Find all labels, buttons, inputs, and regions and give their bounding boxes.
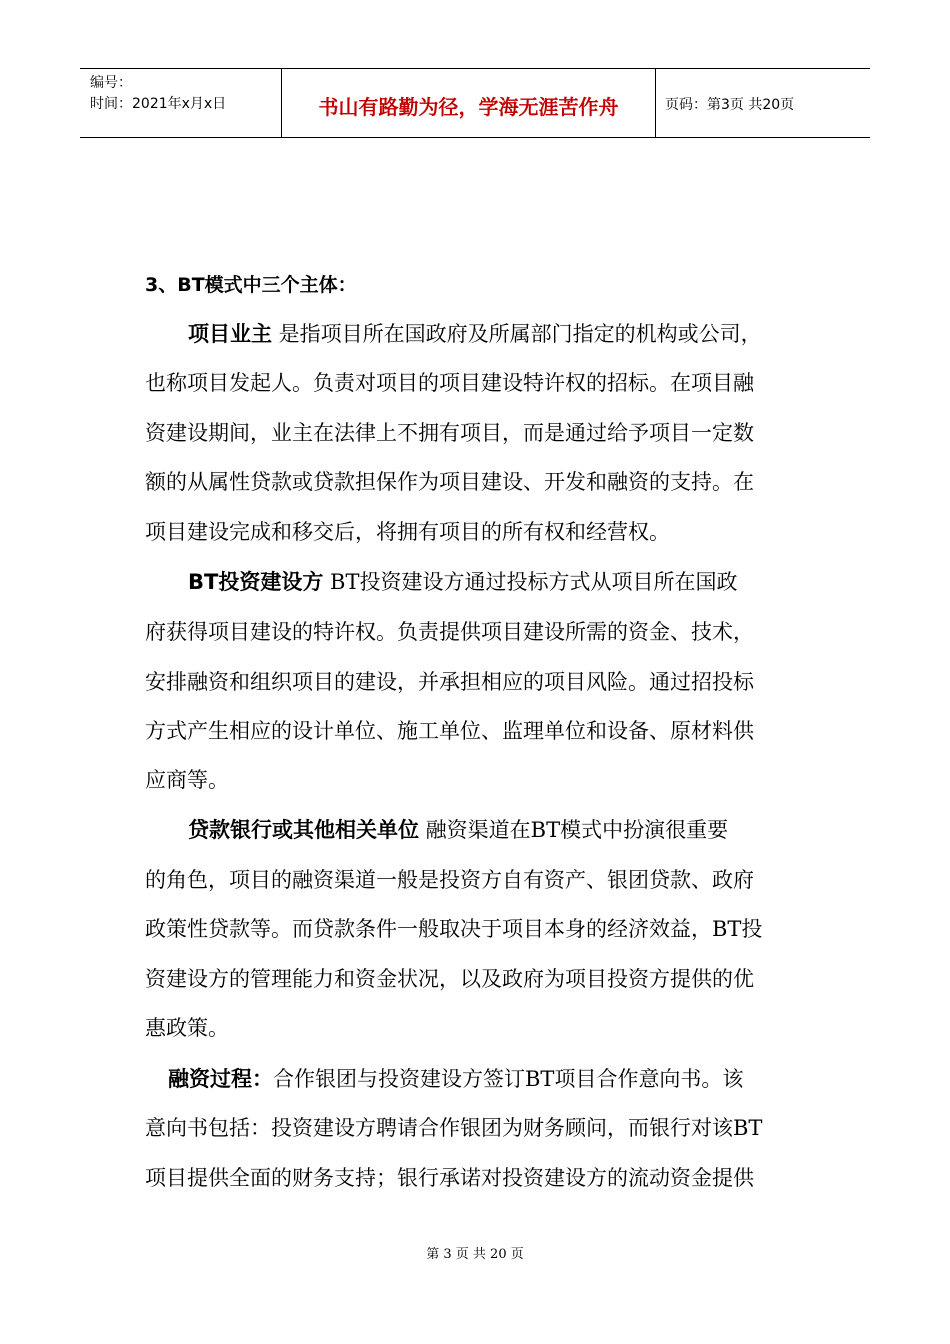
paragraph-text: 合作银团与投资建设方签订BT项目合作意向书。该 [273,1067,744,1091]
page-footer: 第 3 页 共 20 页 [426,1247,524,1262]
paragraph-line [188,567,737,597]
header-left-cell [80,69,280,137]
page-header [80,68,870,138]
paragraph-line: 项目建设完成和移交后，将拥有项目的所有权和经营权。 [145,520,670,544]
paragraph-text: 是指项目所在国政府及所属部门指定的机构或公司， [272,322,762,346]
paragraph-term: BT投资建设方 [188,570,324,594]
paragraph-line: 意向书包括：投资建设方聘请合作银团为财务顾问，而银行对该BT [145,1116,763,1140]
paragraph-line: 也称项目发起人。负责对项目的项目建设特许权的招标。在项目融 [145,371,754,395]
header-motto-cell [281,69,656,137]
header-motto: 书山有路勤为径，学海无涯苦作舟 [318,95,619,119]
section-heading: 3、BT模式中三个主体： [145,274,357,296]
paragraph-term: 项目业主 [188,322,272,346]
paragraph-line [188,815,728,845]
paragraph-line: 的角色，项目的融资渠道一般是投资方自有资产、银团贷款、政府 [145,868,754,892]
paragraph-line: 项目提供全面的财务支持；银行承诺对投资建设方的流动资金提供 [145,1166,754,1190]
paragraph-line: 安排融资和组织项目的建设，并承担相应的项目风险。通过招投标 [145,670,754,694]
paragraph-line: 政策性贷款等。而贷款条件一般取决于项目本身的经济效益，BT投 [145,917,763,941]
header-right-cell [655,69,870,137]
document-time-label: 时间：2021年x月x日 [90,96,227,112]
paragraph-line: 惠政策。 [145,1016,229,1040]
paragraph-text: BT投资建设方通过投标方式从项目所在国政 [323,570,738,594]
header-page-label: 页码：第3页 共20页 [665,97,795,113]
paragraph-text: 融资渠道在BT模式中扮演很重要 [419,818,729,842]
paragraph-line [168,1064,743,1094]
paragraph-line [188,319,762,349]
paragraph-line: 应商等。 [145,768,229,792]
document-number-label: 编号： [90,75,132,91]
paragraph-line: 资建设方的管理能力和资金状况，以及政府为项目投资方提供的优 [145,967,754,991]
paragraph-term: 贷款银行或其他相关单位 [188,818,419,842]
paragraph-line: 府获得项目建设的特许权。负责提供项目建设所需的资金、技术， [145,620,754,644]
paragraph-term: 融资过程： [168,1067,273,1091]
paragraph-line: 资建设期间，业主在法律上不拥有项目，而是通过给予项目一定数 [145,421,754,445]
paragraph-line: 额的从属性贷款或贷款担保作为项目建设、开发和融资的支持。在 [145,470,754,494]
paragraph-line: 方式产生相应的设计单位、施工单位、监理单位和设备、原材料供 [145,719,754,743]
